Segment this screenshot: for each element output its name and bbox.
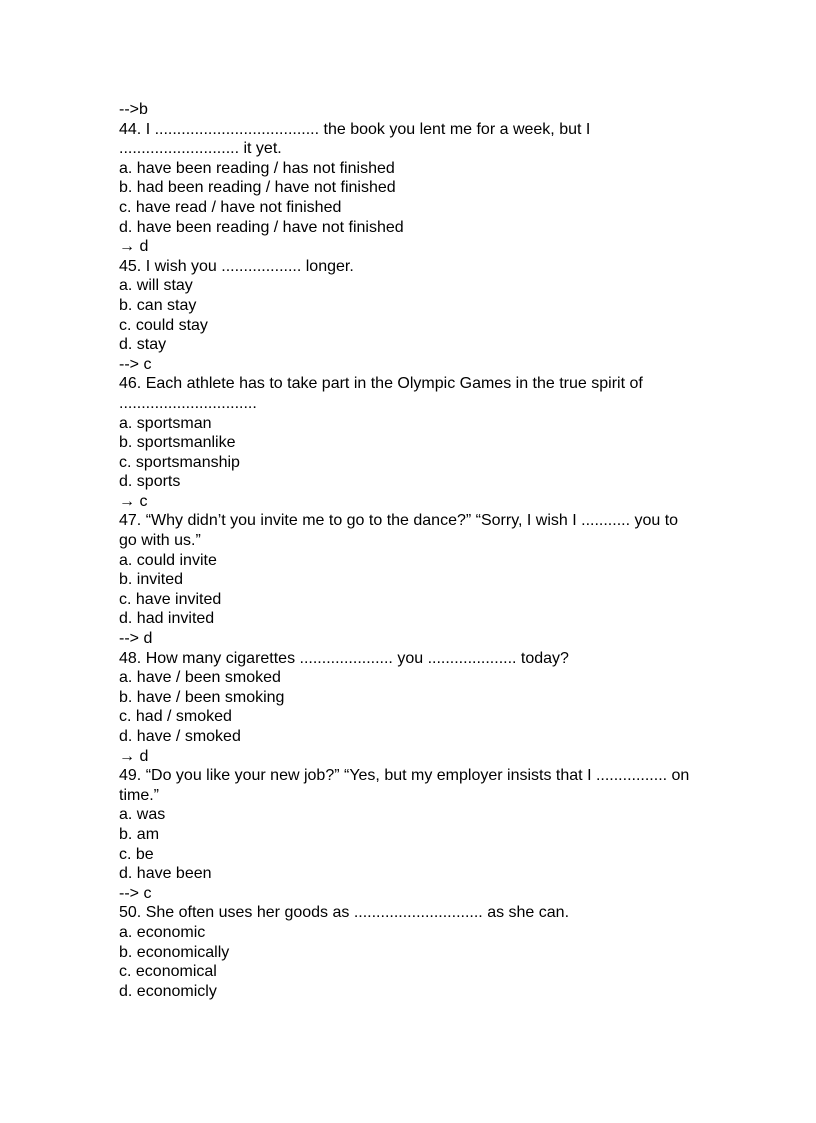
text-line: 48. How many cigarettes ..................... you .................... today? [119,649,569,667]
text-line: b. can stay [119,296,197,314]
text-line: -->b [119,101,148,118]
text-line: --> d [119,630,153,648]
text-line: d. had invited [119,610,215,628]
text-line: 47. “Why didn’t you invite me to go to the dance?” “Sorry, I wish I ........... you to [119,512,679,530]
text-line: 46. Each athlete has to take part in the Olympic Games in the true spirit of [119,375,643,393]
text-line: a. economic [119,923,206,941]
text-line: c. economical [119,963,217,981]
text-line: a. will stay [119,277,193,295]
text-line: b. economically [119,943,230,961]
text-line: a. sportsman [119,414,212,432]
text-line: c. could stay [119,316,208,334]
text-line: b. have / been smoking [119,688,285,706]
text-line: 44. I ..................................... the book you lent me for a week, but I [119,120,591,138]
text-line: 50. She often uses her goods as ............................. as she can. [119,904,570,922]
text-line: → d [119,238,149,256]
text-line: a. could invite [119,551,217,569]
text-line: ........................... it yet. [119,140,282,158]
text-line: c. be [119,845,154,863]
text-line: d. economicly [119,982,217,1000]
text-line: b. invited [119,571,184,589]
text-line: 49. “Do you like your new job?” “Yes, but my employer insists that I ................ on [119,767,690,785]
text-line: ............................... [119,394,257,412]
text-line: c. have invited [119,590,222,608]
text-line: c. had / smoked [119,708,232,726]
text-line: d. sports [119,473,181,491]
quiz-text [119,100,719,1001]
text-line: b. had been reading / have not finished [119,179,396,197]
text-line: --> c [119,884,152,902]
text-line: go with us.” [119,532,201,550]
text-line: d. have / smoked [119,728,241,745]
text-line: d. stay [119,336,167,354]
text-line: → d [119,747,149,765]
text-line: c. sportsmanship [119,453,240,471]
text-line: d. have been [119,865,212,883]
text-line: a. have been reading / has not finished [119,159,395,177]
text-line: d. have been reading / have not finished [119,218,404,236]
text-line: b. am [119,825,160,843]
text-line: b. sportsmanlike [119,434,236,452]
text-line: a. have / been smoked [119,669,281,687]
text-line: --> c [119,355,152,373]
text-line: 45. I wish you .................. longer. [119,257,354,275]
text-line: a. was [119,806,166,824]
text-line: time.” [119,786,159,804]
text-line: c. have read / have not finished [119,198,342,216]
text-line: → c [119,492,148,510]
